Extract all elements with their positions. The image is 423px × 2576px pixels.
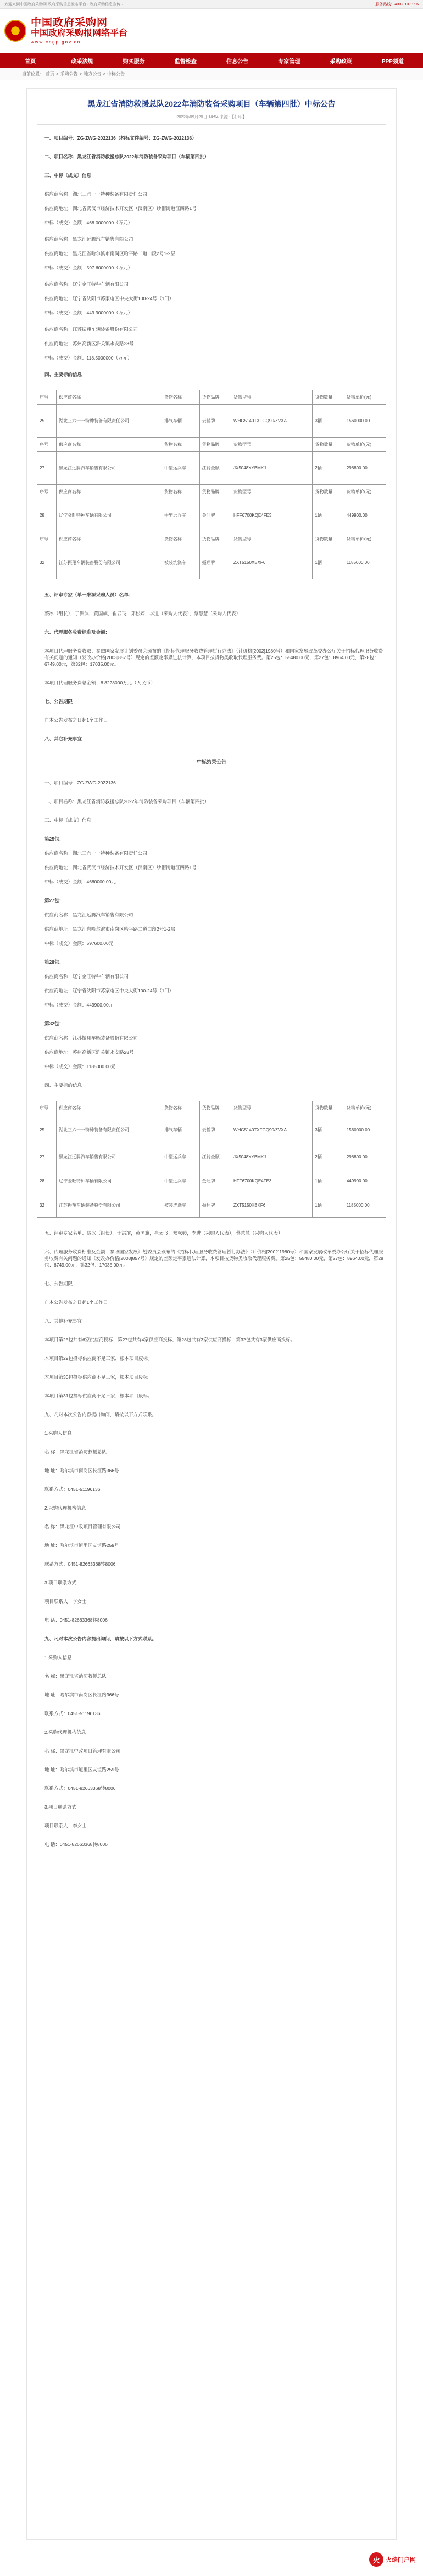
breadcrumb-prefix: 当前位置： xyxy=(22,71,44,76)
nav-announcements[interactable]: 信息公告 xyxy=(226,58,249,65)
table-header-row: 序号 供应商名称 货物名称 货物品牌 货物型号 货物数量 货物单价(元) xyxy=(37,390,386,405)
national-emblem-icon xyxy=(4,20,26,42)
top-bar-notice: 欢迎来到中国政府采购网 政府采购信息发布平台 · 政府采购信息宣传 · xyxy=(4,2,123,7)
section-experts: 五、评审专家（单一来源采购人员）名单： xyxy=(44,592,133,598)
section-other: 八、其它补充事宜 xyxy=(44,736,82,742)
table-row: 25 湖北三六一一特种装备有限责任公司 排气车辆 云鹤牌 WHG5140TXFGQ90/ZVXA 3辆 1560000.00 xyxy=(37,405,386,438)
article-body: 一、项目编号：ZG-ZWG-2022136（招标文件编号：ZG-ZWG-2022136） 二、项目名称：黑龙江省消防救援总队2022年消防装备采购项目（车辆第四批） 三、中标（成交）信息 供应商名称：湖北三六一一特种装备有限责任公司 供应商地址：湖北省武汉市经济技术开发区（汉南区）纱帽街道江四路1号 中标（成交）金额：468.0000000（万元） 供应商名称：黑龙江远腾汽车销售有限公司 供应商地址：黑龙江省哈尔滨市南岗区哈平路二道口段2号1-2层 中标（成交）金额：597.6000000（万元） 供应商名称：辽宁金旺特种车辆有限公司 供应商地址：辽宁省沈阳市苏家屯区中央大街100-24号（1门） 中标（成交）金额：449.9000000（万元） 供应商名称：江苏振翔车辆装备股份有限公司 供应商地址：苏州高新区浒关镇永安路28号 中标（成交）金额：118.5000000（万元） 四、主要标的信息 序号 供应商名称 货物名称 货物品牌 货物型号 货物数量 货物单价(元) 25 湖北三六一一特种装备有限责任公司 排气车辆 云鹤牌 WHG5140TXFGQ90/ZVXA 3辆 1560000.00 序号 供应商名称 货物名称 货物品牌 货物型号 货物数量 货物单价(元) 27 黑龙江远腾汽车销售有限公司 中型运兵车 江铃全顺 JX5048XYBMKJ 2辆 298800.00 序号 供应商名称 货物名称 货物品牌 货物型号 货物数量 货物单价(元) 28 辽宁金旺特种车辆有限公司 中型远兵车 金旺牌 HFF6700KQE4FE3 1辆 449900.00 序号 供应商名称 货物名称 货物品牌 货物型号 货物数量 货物单价(元) 32 江苏振翔车辆装备股份有限公司 被装洗涤车 振翔牌 ZXT5150XBXF6 1辆 1185000.00 五、评审专家（单一来源采购人员）名单： 蔡冰（组长），于洪滨，黄国旗，崔云飞，郑松婷，李进（采购人代表），蔡慧慧（采购人代表） 六、代理服务收费标准及金额： 本项目代理服务费收取：参照国家发展计划委员会颁布的《招标代理服务收费管理暂行办法》（计价格[2002]1980号）和国家发展改革委办公厅关于招标代理服务收费有关问题的通知（发改办价格[2003]857号）规定的差额定率累进法计算，本项目按货物类收取代理服务费。第25包：55480.00元，第27包：8964.00元，第28包：6749.00元，第32包：17035.00元。 本项目代理服务费总金额：8.8228000万元（人民币） 七、公告期限 自本公告发布之日起1个工作日。 八、其它补充事宜 中标结果公告 一、项目编号：ZG-ZWG-2022136 二、项目名称：黑龙江省消防救援总队2022年消防装备采购项目（车辆第四批） 三、中标（成交）信息 第25包： 供应商名称：湖北三六一一特种装备有限责任公司 供应商地址：湖北省武汉市经济技术开发区（汉南区）纱帽街道江四路1号 中标（成交）金额：4680000.00元 第27包： 供应商名称：黑龙江远腾汽车销售有限公司 供应商地址：黑龙江省哈尔滨市南岗区哈平路二道口段2号1-2层 中标（成交）金额：597600.00元 第28包： 供应商名称：辽宁金旺特种车辆有限公司 供应商地址：辽宁省沈阳市苏家屯区中央大街100-24号（1门） 中标（成交）金额：449900.00元 第32包： 供应商名称：江苏振翔车辆装备股份有限公司 供应商地址：苏州高新区浒关镇永安路28号 中标（成交）金额：1185000.00元 四、主要标的信息 序号 供应商名称 货物名称 货物品牌 货物型号 货物数量 货物单价(元) 25 湖北三六一一特种装备有限责任公司 排气车辆 云鹤牌 WHG5140TXFGQ90/ZVXA 3辆 1560000.00 27 黑龙江远腾汽车销售有限公司 中型运兵车 江铃全顺 JX5048XYBMKJ 2辆 298800.00 28 辽宁金旺特种车辆有限公司 中型远兵车 金旺牌 HFF6700KQE4FE3 1辆 449900.00 32 江苏振翔车辆装备股份有限公司 被装洗涤车 振翔牌 ZXT5150XBXF6 1辆 1185000.00 五、评审专家名单：蔡冰（组长），于洪滨，黄国旗，崔云飞，郑松婷，李进（采购人代表），蔡慧慧（采购人代表） 六、代理服务收费标准及金额：参照国家发展计划委员会颁布的《招标代理服务收费管理暂行办法》（计价格[2002]1980号）和国家发展改革委办公厅关于招标代理服务收费有关问题的通知（发改办价格[2003]857号）规定的差额定率累进法计算，本项目按货物类收取代理服务费。第25包：55480.00元，第27包：8964.00元，第28包：6749.00元，第32包：17035.00元。 七、公告期限 自本公告发布之日起1个工作日。 八、其他补充事宜 本项目第25包共有6家供应商投标，第27包共有4家供应商投标，第28包共有3家供应商投标，第32包共有3家供应商投标。 本项目第29包投标供应商不足三家，根本项目废标。 本项目第30包投标供应商不足三家，根本项目废标。 本项目第31包投标供应商不足三家，根本项目废标。 九、凡对本次公告内容提出询问，请按以下方式联系。 1.采购人信息 名 称：黑龙江省消防救援总队 地 址：哈尔滨市南岗区长江路366号 联系方式：0451-51196136 2.采购代理机构信息 名 称：黑龙江中政项目管理有限公司 地 址：哈尔滨市道里区友谊路259号 联系方式：0451-82663368转8006 3.项目联系方式 项目联系人：李女士 电 话：0451-82663368转8006 九、凡对本次公告内容提出询问，请按以下方式联系。 1.采购人信息 名 称：黑龙江省消防救援总队 地 址：哈尔滨市南岗区长江路366号 联系方式：0451-51196136 2.采购代理机构信息 名 称：黑龙江中政项目管理有限公司 地 址：哈尔滨市道里区友谊路259号 联系方式：0451-82663368转8006 3.项目联系方式 项目联系人：李女士 电 话：0451-82663368转8006 xyxy=(37,135,386,1848)
site-header xyxy=(0,9,423,53)
page-title: 黑龙江省消防救援总队2022年消防装备采购项目（车辆第四批）中标公告 xyxy=(87,99,336,108)
breadcrumb-announcements[interactable]: 采购公告 xyxy=(60,71,78,76)
table-row: 25 湖北三六一一特种装备有限责任公司 排气车辆 云鹤牌 WHG5140TXFGQ90/ZVXA 3辆 1560000.00 xyxy=(37,1115,386,1145)
nav-home[interactable]: 首页 xyxy=(25,58,36,65)
table-row: 32 江苏振翔车辆装备股份有限公司 被装洗涤车 振翔牌 ZXT5150XBXF6 1辆 1185000.00 xyxy=(37,546,386,579)
nav-experts[interactable]: 专家管理 xyxy=(278,58,300,65)
logo-title: 中国政府采购网 xyxy=(31,16,108,29)
winner-block: 供应商名称：黑龙江远腾汽车销售有限公司 供应商地址：黑龙江省哈尔滨市南岗区哈平路二道口段2号1-2层 中标（成交）金额：597.6000000（万元） xyxy=(44,236,176,270)
nav-services[interactable]: 购买服务 xyxy=(123,58,145,65)
table-row: 28 辽宁金旺特种车辆有限公司 中型远兵车 金旺牌 HFF6700KQE4FE3 1辆 449900.00 xyxy=(37,499,386,532)
article-container xyxy=(26,88,397,2540)
fees-total: 本项目代理服务费总金额：8.8228000万元（人民币） xyxy=(44,680,155,686)
table-header-row: 序号 供应商名称 货物名称 货物品牌 货物型号 货物数量 货物单价(元) xyxy=(37,1101,386,1115)
breadcrumb-local[interactable]: 地方公告 xyxy=(84,71,102,76)
nav-regulations[interactable]: 政采法规 xyxy=(71,58,93,65)
package-label: 第28包： xyxy=(44,959,64,965)
section-fees: 六、代理服务收费标准及金额： xyxy=(44,629,110,635)
top-bar xyxy=(0,0,423,9)
site-logo[interactable] xyxy=(31,18,127,45)
section-period: 七、公告期限 xyxy=(44,699,73,704)
result-title: 中标结果公告 xyxy=(196,759,226,765)
section-winners: 三、中标（成交）信息 xyxy=(44,173,92,178)
logo-subtitle: 中国政府采购报网络平台 xyxy=(31,28,128,38)
winner-block: 供应商名称：辽宁金旺特种车辆有限公司 供应商地址：辽宁省沈阳市苏家屯区中央大街100-24号（1门） 中标（成交）金额：449.9000000（万元） xyxy=(44,281,174,316)
package-label: 第27包： xyxy=(44,898,64,903)
package-label: 第25包： xyxy=(44,836,64,842)
breadcrumb: 当前位置： 首页 > 采购公告 > 地方公告 > 中标公告 xyxy=(0,68,423,80)
package-label: 第32包： xyxy=(44,1021,64,1026)
logo-url: www.ccgp.gov.cn xyxy=(31,39,81,45)
winner-block: 供应商名称：湖北三六一一特种装备有限责任公司 供应商地址：湖北省武汉市经济技术开发区（汉南区）纱帽街道江四路1号 中标（成交）金额：468.0000000（万元） xyxy=(44,191,197,225)
table-row: 28 辽宁金旺特种车辆有限公司 中型远兵车 金旺牌 HFF6700KQE4FE3 1辆 449900.00 xyxy=(37,1169,386,1193)
nav-policy[interactable]: 采购政策 xyxy=(330,58,352,65)
section-contact: 九、凡对本次公告内容提出询问，请按以下方式联系。 xyxy=(44,1636,157,1641)
breadcrumb-current: 中标公告 xyxy=(107,71,125,76)
section-main-items: 四、主要标的信息 xyxy=(44,372,82,377)
winner-block: 供应商名称：江苏振翔车辆装备股份有限公司 供应商地址：苏州高新区浒关镇永安路28号 中标（成交）金额：118.5000000（万元） xyxy=(44,327,138,361)
table-row: 32 江苏振翔车辆装备股份有限公司 被装洗涤车 振翔牌 ZXT5150XBXF6 1辆 1185000.00 xyxy=(37,1193,386,1218)
main-nav xyxy=(0,53,423,68)
items-table xyxy=(37,390,386,579)
table-header-row: 序号 供应商名称 货物名称 货物品牌 货物型号 货物数量 货物单价(元) xyxy=(37,485,386,499)
experts-text: 蔡冰（组长），于洪滨，黄国旗，崔云飞，郑松婷，李进（采购人代表），蔡慧慧（采购人代表） xyxy=(44,611,241,616)
fees-text: 本项目代理服务费收取：参照国家发展计划委员会颁布的《招标代理服务收费管理暂行办法》（计价格[2002]1980号）和国家发展改革委办公厅关于招标代理服务收费有关问题的通知（发改办价格[2003]857号）规定的差额定率累进法计算，本项目按货物类收取代理服务费。第25包：55480.00元，第27包：8964.00元，第28包：6749.00元，第32包：17035.00元。 xyxy=(44,648,383,667)
watermark-logo xyxy=(369,2549,419,2571)
breadcrumb-home[interactable]: 首页 xyxy=(46,71,54,76)
table-header-row: 序号 供应商名称 货物名称 货物品牌 货物型号 货物数量 货物单价(元) xyxy=(37,532,386,546)
table-row: 27 黑龙江远腾汽车销售有限公司 中型运兵车 江铃全顺 JX5048XYBMKJ 2辆 298800.00 xyxy=(37,1145,386,1169)
section-project-number: 一、项目编号：ZG-ZWG-2022136（招标文件编号：ZG-ZWG-2022136） xyxy=(44,135,197,141)
table-header-row: 序号 供应商名称 货物名称 货物品牌 货物型号 货物数量 货物单价(元) xyxy=(37,438,386,452)
nav-supervision[interactable]: 监督检查 xyxy=(174,58,197,65)
period-text: 自本公告发布之日起1个工作日。 xyxy=(44,717,113,723)
flame-icon: 火 xyxy=(369,2552,383,2567)
nav-ppp[interactable]: PPP频道 xyxy=(381,58,404,65)
table-row: 27 黑龙江远腾汽车销售有限公司 中型运兵车 江铃全顺 JX5048XYBMKJ 2辆 298800.00 xyxy=(37,452,386,485)
section-project-name: 二、项目名称：黑龙江省消防救援总队2022年消防装备采购项目（车辆第四批） xyxy=(44,154,209,159)
watermark-text: 火焰门户网 xyxy=(386,2557,416,2563)
hotline: 服务热线：400-810-1996 xyxy=(375,2,419,7)
result-items-table xyxy=(37,1101,386,1218)
article-meta: 2022年09月20日 14:54 来源：【打印】 xyxy=(37,114,386,125)
